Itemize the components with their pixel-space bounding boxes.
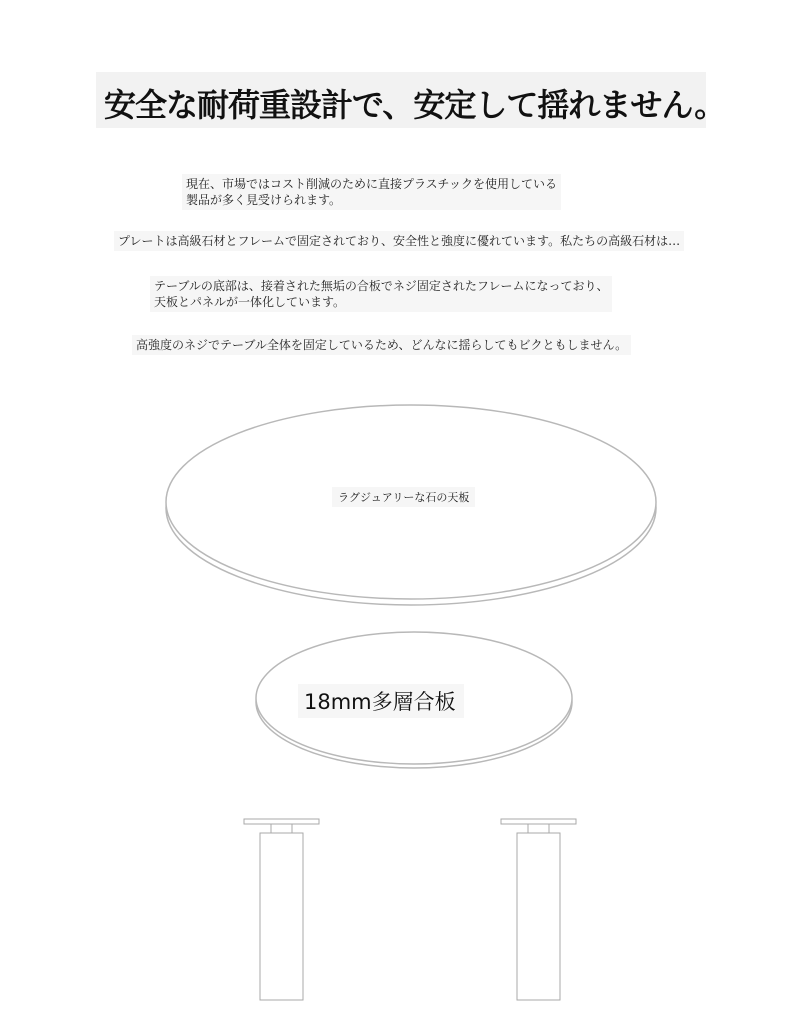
right-leg-plate (501, 819, 576, 824)
paragraph-line: 現在、市場ではコスト削減のために直接プラスチックを使用している (186, 177, 558, 191)
paragraph-line: 製品が多く見受けられます。 (186, 193, 342, 207)
paragraph-line: プレートは高級石材とフレームで固定されており、安全性と強度に優れています。私たちの高級石材は… (118, 234, 681, 248)
stone-tabletop-label: ラグジュアリーな石の天板 (332, 487, 475, 507)
paragraph-line: 天板とパネルが一体化しています。 (154, 295, 346, 309)
headline-title: 安全な耐荷重設計で、安定して揺れません。 (104, 86, 726, 124)
left-leg-plate (244, 819, 319, 824)
left-leg-connector (271, 824, 292, 833)
left-leg-column (260, 833, 303, 1000)
right-leg-column (517, 833, 560, 1000)
right-leg-connector (528, 824, 549, 833)
plywood-label: 18mm多層合板 (298, 684, 464, 718)
paragraph-line: 高強度のネジでテーブル全体を固定しているため、どんなに揺らしてもビクともしません。 (136, 338, 628, 352)
paragraph-line: テーブルの底部は、接着された無垢の合板でネジ固定されたフレームになっており、 (154, 279, 609, 293)
